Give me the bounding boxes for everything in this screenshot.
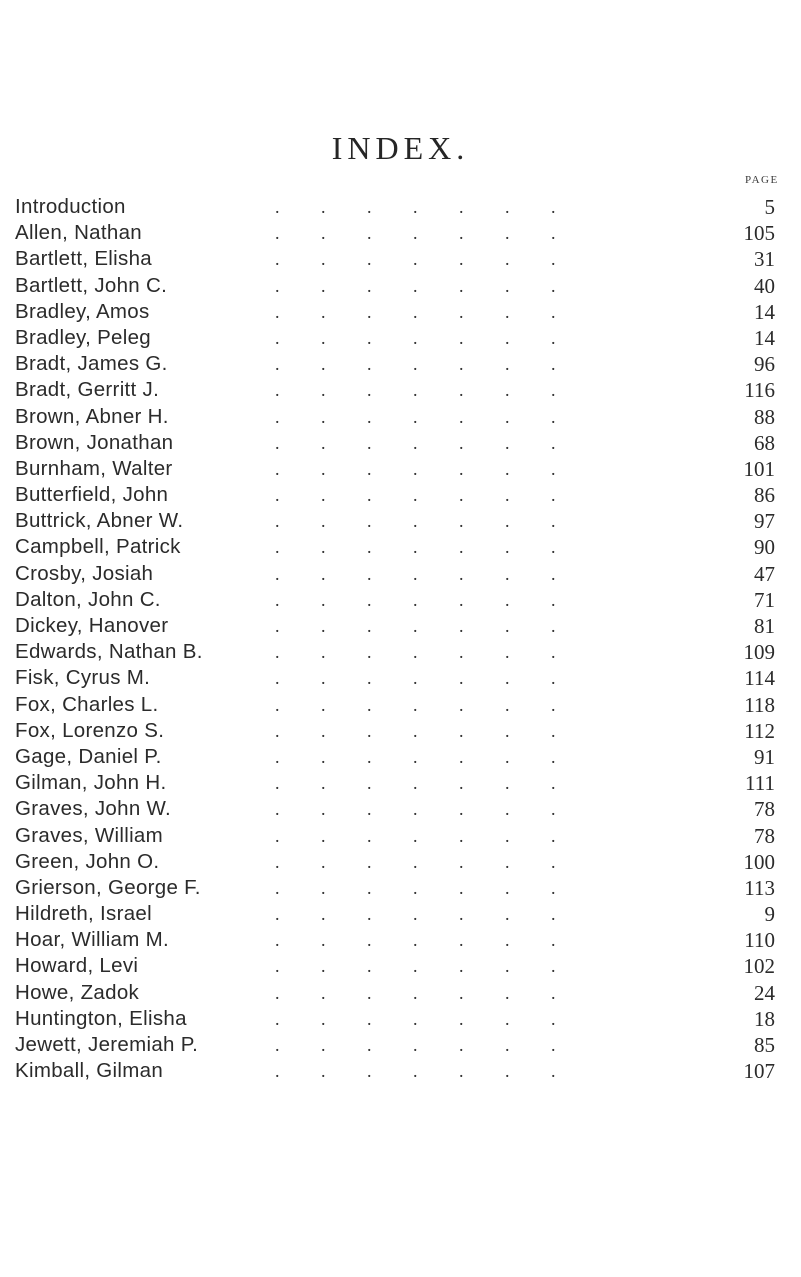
- index-entry: [15, 744, 775, 770]
- index-entry: [15, 927, 775, 953]
- index-entry-page: 81: [754, 614, 775, 638]
- dot-leader: . . . . . . .: [275, 956, 556, 977]
- dot-leader: . . . . . . .: [275, 275, 556, 296]
- index-entry-name: Graves, John W.: [15, 797, 172, 821]
- index-entry-name: Burnham, Walter: [15, 456, 173, 480]
- dot-leader: . . . . . . .: [275, 982, 556, 1003]
- index-entry: [15, 849, 775, 875]
- index-entry-name: Huntington, Elisha: [15, 1006, 187, 1030]
- index-entry-page: 96: [754, 352, 775, 377]
- index-entry-page: 78: [754, 797, 775, 822]
- index-entry-name: Dalton, John C.: [15, 587, 161, 611]
- index-entry: [15, 875, 775, 901]
- index-entry-page: 116: [744, 378, 775, 403]
- dot-leader: . . . . . . .: [275, 851, 556, 872]
- index-entry-page: 40: [754, 273, 775, 298]
- index-entry: [15, 534, 775, 560]
- index-entry-page: 105: [743, 221, 775, 246]
- index-entry: [15, 325, 775, 351]
- index-entry: [15, 692, 775, 718]
- index-entry-page: 118: [744, 692, 775, 717]
- index-entry-page: 88: [754, 404, 775, 429]
- index-entry-name: Gilman, John H.: [15, 771, 167, 795]
- dot-leader: . . . . . . .: [275, 537, 556, 558]
- dot-leader: . . . . . . .: [275, 458, 556, 479]
- index-entry-page: 97: [754, 509, 775, 534]
- index-entry: [15, 351, 775, 377]
- dot-leader: . . . . . . .: [275, 825, 556, 846]
- index-entry-page: 102: [743, 954, 775, 979]
- index-entry-page: 47: [754, 561, 775, 586]
- dot-leader: . . . . . . .: [275, 904, 556, 925]
- index-entry-name: Hoar, William M.: [15, 928, 170, 952]
- index-entry-name: Allen, Nathan: [15, 221, 142, 245]
- index-entry-name: Brown, Jonathan: [15, 430, 174, 454]
- index-entry-page: 90: [754, 535, 775, 560]
- index-entry: [15, 404, 775, 430]
- index-entry: [15, 953, 775, 979]
- index-entry-name: Bradley, Peleg: [15, 325, 152, 349]
- index-entry-name: Campbell, Patrick: [15, 535, 181, 559]
- index-entry-page: 5: [764, 195, 775, 219]
- index-entry: [15, 273, 775, 299]
- index-entry: [15, 430, 775, 456]
- index-entry-name: Bradt, James G.: [15, 352, 168, 376]
- index-entry-name: Howard, Levi: [15, 954, 139, 978]
- dot-leader: . . . . . . .: [275, 249, 556, 270]
- dot-leader: . . . . . . .: [275, 616, 556, 636]
- index-entry-page: 68: [754, 430, 775, 455]
- index-entry-page: 31: [754, 247, 775, 272]
- page-title: INDEX.: [331, 130, 470, 166]
- index-entry-name: Bradley, Amos: [15, 299, 150, 323]
- dot-leader: . . . . . . .: [275, 511, 556, 532]
- dot-leader: . . . . . . .: [275, 223, 556, 244]
- index-entry-page: 91: [754, 744, 775, 769]
- index-entry: [15, 796, 775, 822]
- dot-leader: . . . . . . .: [275, 1061, 556, 1082]
- index-entry-name: Fox, Charles L.: [15, 692, 159, 716]
- dot-leader: . . . . . . .: [275, 930, 556, 951]
- index-entry: [15, 377, 775, 403]
- index-entry: [15, 1006, 775, 1032]
- index-entry-name: Fisk, Cyrus M.: [15, 666, 151, 690]
- dot-leader: . . . . . . .: [275, 485, 556, 506]
- index-entry-page: 9: [764, 902, 775, 927]
- dot-leader: . . . . . . .: [275, 301, 556, 322]
- index-entry-page: 71: [754, 587, 775, 612]
- index-entry: [15, 246, 775, 272]
- dot-leader: . . . . . . .: [275, 1008, 556, 1029]
- index-entry-name: Jewett, Jeremiah P.: [15, 1033, 199, 1056]
- index-entry-name: Gage, Daniel P.: [15, 744, 162, 768]
- index-entry-page: 24: [754, 980, 775, 1005]
- index-entry-page: 18: [754, 1006, 775, 1031]
- dot-leader: . . . . . . .: [275, 432, 556, 453]
- index-entry-page: 114: [744, 666, 775, 691]
- index-entry-page: 107: [743, 1059, 775, 1084]
- dot-leader: . . . . . . .: [275, 773, 556, 794]
- index-entry: [15, 901, 775, 927]
- index-entry-name: Introduction: [15, 195, 126, 218]
- dot-leader: . . . . . . .: [275, 197, 556, 217]
- index-entry-page: 14: [754, 299, 775, 324]
- index-entry: [15, 194, 775, 220]
- dot-leader: . . . . . . .: [275, 380, 556, 401]
- index-entry-page: 110: [744, 928, 775, 953]
- index-entry: [15, 456, 775, 482]
- index-entry: [15, 770, 775, 796]
- index-entry-name: Edwards, Nathan B.: [15, 640, 203, 664]
- index-entry-page: 14: [754, 325, 775, 350]
- dot-leader: . . . . . . .: [275, 563, 556, 584]
- index-entry: [15, 482, 775, 508]
- index-entry-name: Bartlett, John C.: [15, 273, 168, 297]
- index-entry-page: 101: [743, 456, 775, 481]
- index-entry-page: 109: [743, 640, 775, 665]
- dot-leader: . . . . . . .: [275, 1035, 556, 1055]
- index-entry: [15, 980, 775, 1006]
- index-entry: [15, 613, 775, 639]
- index-entry-name: Fox, Lorenzo S.: [15, 718, 165, 742]
- index-entry-name: Green, John O.: [15, 849, 160, 873]
- index-entry-page: 111: [745, 771, 775, 796]
- index-entry: [15, 587, 775, 613]
- index-entry-name: Brown, Abner H.: [15, 404, 169, 428]
- dot-leader: . . . . . . .: [275, 720, 556, 741]
- index-entry-name: Grierson, George F.: [15, 875, 201, 899]
- index-entry: [15, 220, 775, 246]
- index-entry-name: Hildreth, Israel: [15, 902, 152, 926]
- index-entry-name: Crosby, Josiah: [15, 561, 154, 585]
- dot-leader: . . . . . . .: [275, 746, 556, 767]
- index-entry: [15, 561, 775, 587]
- dot-leader: . . . . . . .: [275, 799, 556, 820]
- index-entry: [15, 665, 775, 691]
- dot-leader: . . . . . . .: [275, 694, 556, 715]
- index-entry: [15, 508, 775, 534]
- index-entry-name: Howe, Zadok: [15, 980, 140, 1004]
- index-entry-name: Buttrick, Abner W.: [15, 509, 184, 533]
- page-column-heading: PAGE: [745, 174, 779, 186]
- index-entry-name: Kimball, Gilman: [15, 1059, 164, 1083]
- index-entry-name: Bradt, Gerritt J.: [15, 378, 160, 402]
- index-list: [15, 194, 775, 1084]
- dot-leader: . . . . . . .: [275, 327, 556, 348]
- index-entry-name: Graves, William: [15, 823, 164, 847]
- dot-leader: . . . . . . .: [275, 642, 556, 663]
- index-entry: [15, 718, 775, 744]
- index-entry: [15, 1032, 775, 1058]
- dot-leader: . . . . . . .: [275, 668, 556, 689]
- index-entry: [15, 639, 775, 665]
- index-entry-page: 100: [743, 849, 775, 874]
- index-entry: [15, 823, 775, 849]
- index-entry-name: Bartlett, Elisha: [15, 247, 152, 271]
- index-entry-name: Dickey, Hanover: [15, 614, 169, 637]
- index-entry-page: 86: [754, 483, 775, 508]
- dot-leader: . . . . . . .: [275, 406, 556, 427]
- dot-leader: . . . . . . .: [275, 589, 556, 610]
- dot-leader: . . . . . . .: [275, 877, 556, 898]
- index-entry: [15, 299, 775, 325]
- index-entry-page: 78: [754, 823, 775, 848]
- dot-leader: . . . . . . .: [275, 354, 556, 375]
- index-entry-page: 112: [744, 718, 775, 743]
- index-entry: [15, 1058, 775, 1084]
- index-entry-page: 85: [754, 1033, 775, 1057]
- index-entry-page: 113: [744, 875, 775, 900]
- index-entry-name: Butterfield, John: [15, 483, 169, 507]
